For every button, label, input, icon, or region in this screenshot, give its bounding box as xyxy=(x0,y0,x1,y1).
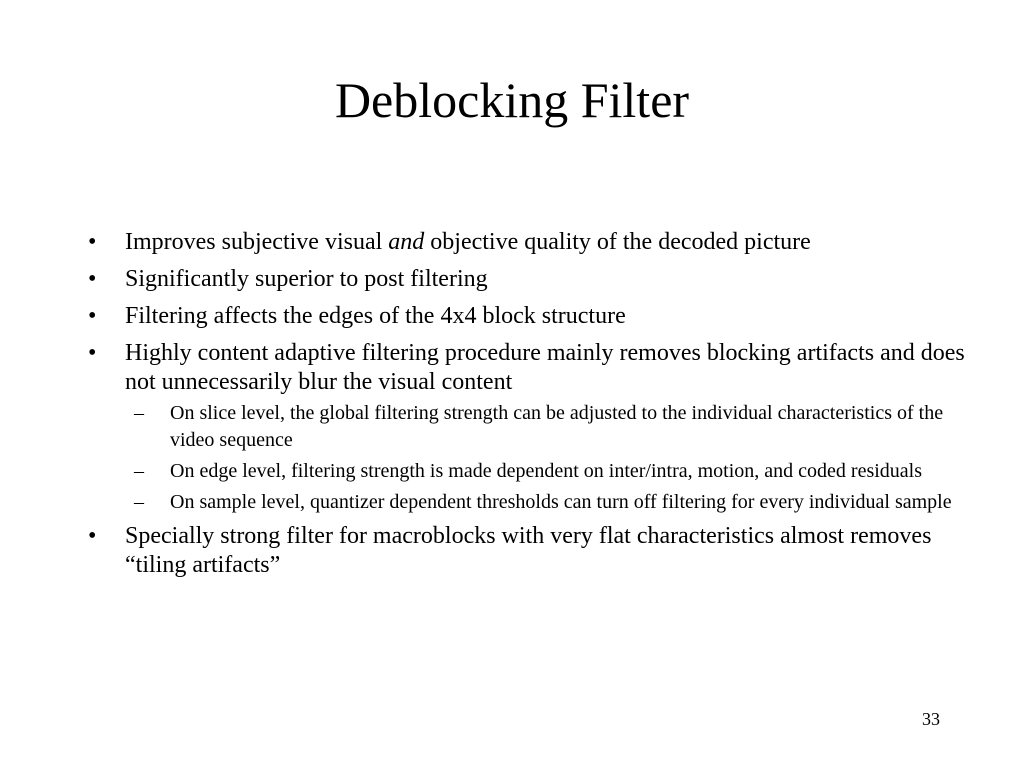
sub-bullet-item xyxy=(134,400,968,454)
sub-bullet-marker: – xyxy=(134,460,144,482)
bullet-text: Specially strong filter for macroblocks with very flat characteristics almost removes “tiling artifacts” xyxy=(125,523,932,578)
bullet-list xyxy=(88,228,968,588)
bullet-text: Highly content adaptive filtering procedure mainly removes blocking artifacts and does not unnecessarily blur the visual content xyxy=(125,340,965,395)
slide-title: Deblocking Filter xyxy=(334,72,690,128)
bullet-text-emphasis: and xyxy=(388,229,425,255)
bullet-marker: • xyxy=(88,523,97,549)
bullet-item xyxy=(88,339,968,397)
bullet-text-post: objective quality of the decoded picture xyxy=(424,229,811,255)
sub-bullet-marker: – xyxy=(134,491,144,513)
bullet-text: Filtering affects the edges of the 4x4 block structure xyxy=(125,303,626,329)
sub-bullet-text: On sample level, quantizer dependent thresholds can turn off filtering for every individual sample xyxy=(170,491,952,513)
sub-bullet-text: On edge level, filtering strength is made dependent on inter/intra, motion, and coded residuals xyxy=(170,460,923,482)
sub-bullet-list xyxy=(88,400,968,516)
bullet-item xyxy=(88,522,968,580)
sub-bullet-item xyxy=(134,458,968,485)
sub-bullet-item xyxy=(134,489,968,516)
bullet-marker: • xyxy=(88,266,97,292)
page-number: 33 xyxy=(922,709,940,729)
bullet-item xyxy=(88,265,968,294)
bullet-text-pre: Improves subjective visual xyxy=(125,229,389,255)
sub-bullet-marker: – xyxy=(134,402,144,424)
sub-bullet-text: On slice level, the global filtering strength can be adjusted to the individual characteristics of the video sequence xyxy=(170,402,944,451)
bullet-item xyxy=(88,228,968,257)
bullet-marker: • xyxy=(88,340,97,366)
bullet-marker: • xyxy=(88,303,97,329)
bullet-marker: • xyxy=(88,229,97,255)
bullet-item xyxy=(88,302,968,331)
bullet-text: Significantly superior to post filtering xyxy=(125,266,488,292)
